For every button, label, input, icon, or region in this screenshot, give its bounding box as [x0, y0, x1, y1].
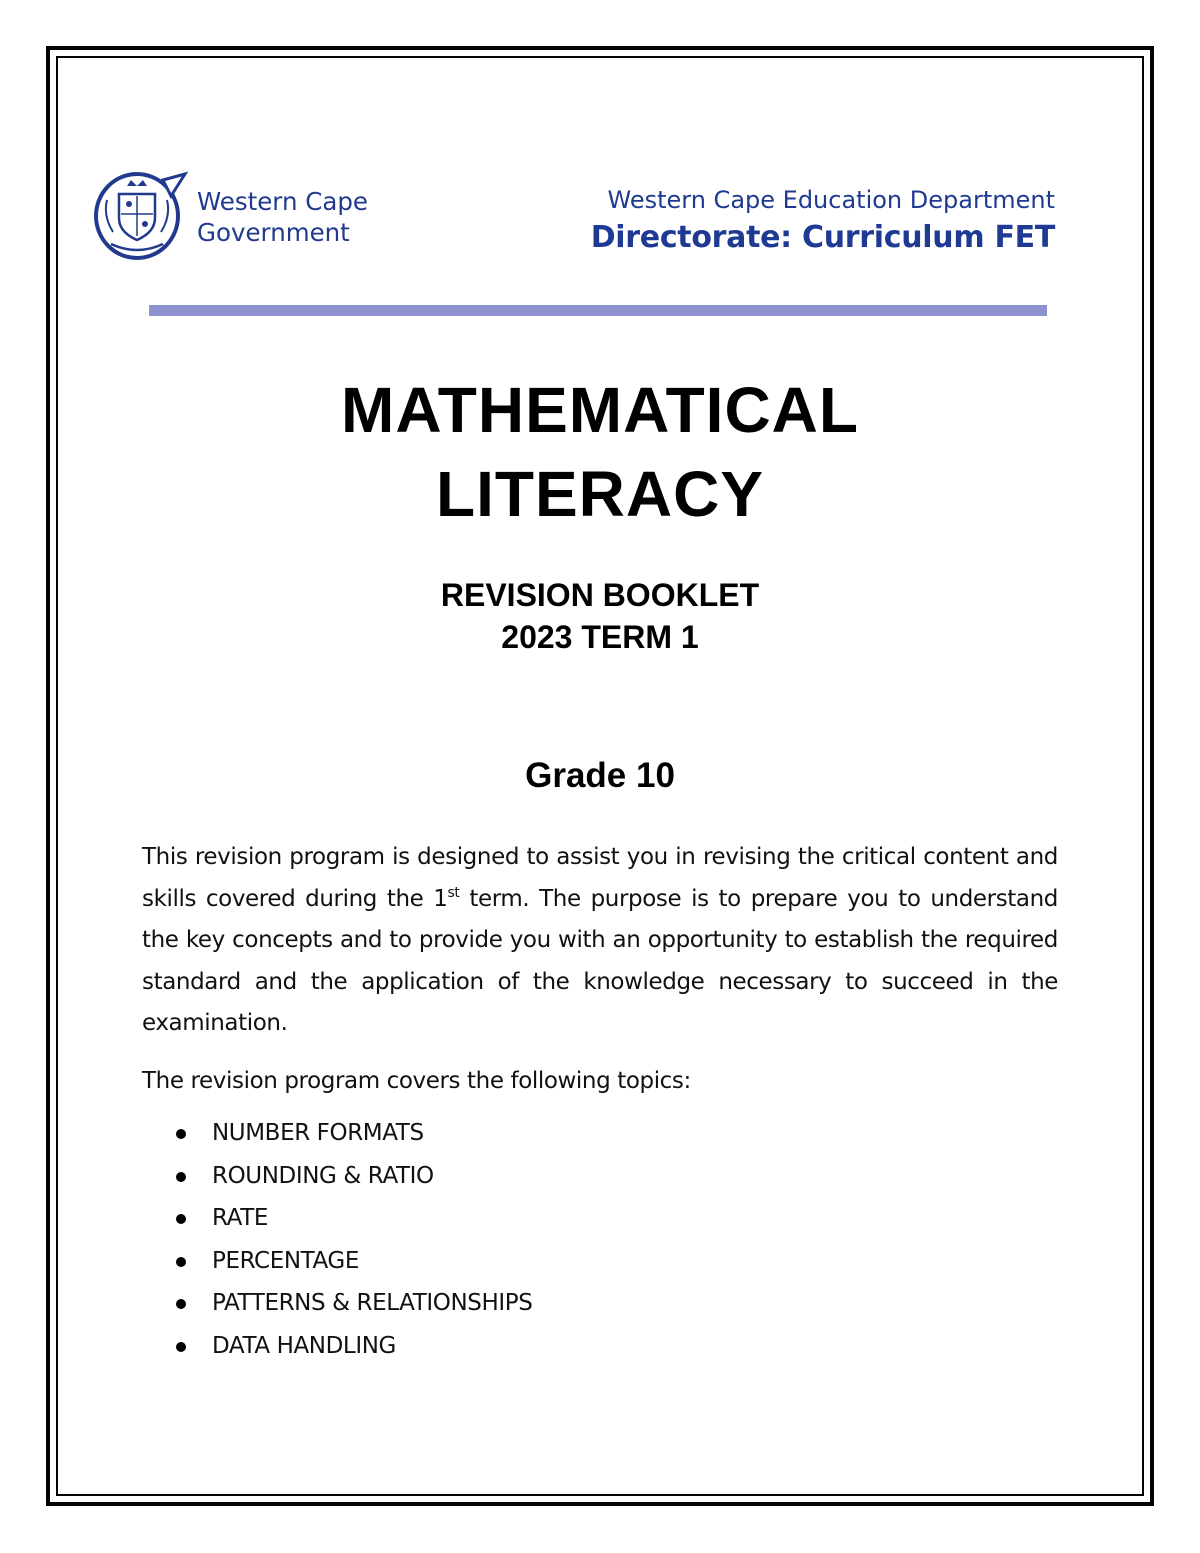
- department-block: [591, 184, 1055, 260]
- intro-text-end: term. The purpose is to prepare you to understand the key concepts and to provide you with an opportunity to establish the required standard and the application of the knowledge necessary to succeed in the examination.: [142, 885, 1058, 1036]
- topic-label: PERCENTAGE: [212, 1247, 359, 1274]
- ordinal-suffix: st: [447, 884, 460, 901]
- bullet-icon: [176, 1257, 186, 1267]
- intro-paragraph: [142, 837, 1058, 1045]
- bullet-icon: [176, 1342, 186, 1352]
- document-subtitle: [0, 574, 1200, 658]
- topic-label: NUMBER FORMATS: [212, 1120, 424, 1146]
- list-item: [142, 1240, 1058, 1283]
- directorate-name: Directorate: Curriculum FET: [590, 220, 1055, 255]
- western-cape-government-logo: [93, 170, 403, 262]
- document-title: [0, 368, 1200, 536]
- topic-label: DATA HANDLING: [212, 1332, 396, 1359]
- topics-label: The revision program covers the following topics:: [142, 1067, 691, 1094]
- list-item: [142, 1112, 1058, 1155]
- title-line-2: LITERACY: [436, 458, 764, 530]
- topics-list: [142, 1112, 1058, 1367]
- bullet-icon: [176, 1214, 186, 1224]
- topic-label: PATTERNS & RELATIONSHIPS: [212, 1290, 533, 1316]
- topic-label: RATE: [212, 1205, 268, 1231]
- list-item: [142, 1282, 1058, 1325]
- subtitle-line-1: REVISION BOOKLET: [440, 577, 760, 613]
- title-line-1: MATHEMATICAL: [341, 374, 859, 446]
- header-divider: [149, 305, 1047, 316]
- bullet-icon: [176, 1299, 186, 1309]
- department-name: Western Cape Education Department: [607, 186, 1055, 214]
- bullet-icon: [176, 1172, 186, 1182]
- grade-label: Grade 10: [525, 756, 675, 795]
- logo-line-1: Western Cape: [197, 187, 369, 216]
- list-item: [142, 1325, 1058, 1368]
- topic-label: ROUNDING & RATIO: [212, 1162, 434, 1189]
- coat-of-arms-shield-icon: [93, 170, 189, 262]
- logo-wordmark: [197, 186, 368, 248]
- logo-line-2: Government: [197, 218, 350, 247]
- list-item: [142, 1155, 1058, 1198]
- intro-text-start: This revision program is designed to assist you in revising the critical content and skills covered during the 1: [142, 844, 1058, 912]
- list-item: [142, 1197, 1058, 1240]
- bullet-icon: [176, 1129, 186, 1139]
- introduction: [142, 837, 1058, 1367]
- subtitle-line-2: 2023 TERM 1: [501, 619, 699, 655]
